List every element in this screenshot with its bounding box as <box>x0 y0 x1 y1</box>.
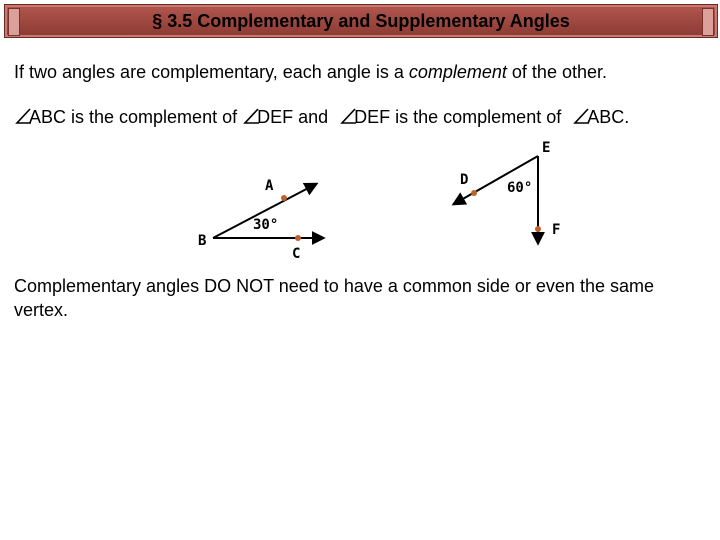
note-text: Complementary angles DO NOT need to have a common side or even the same vertex. <box>14 276 654 320</box>
label-f: F <box>552 222 561 238</box>
label-e: E <box>542 140 551 156</box>
angle-abc-measure: 30° <box>253 217 279 233</box>
label-a: A <box>265 178 274 194</box>
definition-before: If two angles are complementary, each angle is a <box>14 62 409 82</box>
angle-def-measure: 60° <box>507 180 533 196</box>
statement-part-3: DEF is the complement of <box>354 107 567 127</box>
point-a <box>281 195 287 201</box>
statement-part-4: ABC. <box>587 107 630 127</box>
label-b: B <box>198 233 207 249</box>
point-d <box>471 190 477 196</box>
definition-after: of the other. <box>506 62 607 82</box>
statement-part-2: DEF and <box>257 107 334 127</box>
slide-title: § 3.5 Complementary and Supplementary Angles <box>152 11 570 31</box>
point-f <box>535 226 541 232</box>
statement-part-1: ABC is the complement of <box>29 107 243 127</box>
label-d: D <box>460 172 469 188</box>
label-c: C <box>292 246 301 262</box>
definition-emphasis: complement <box>408 62 507 82</box>
point-c <box>295 235 301 241</box>
